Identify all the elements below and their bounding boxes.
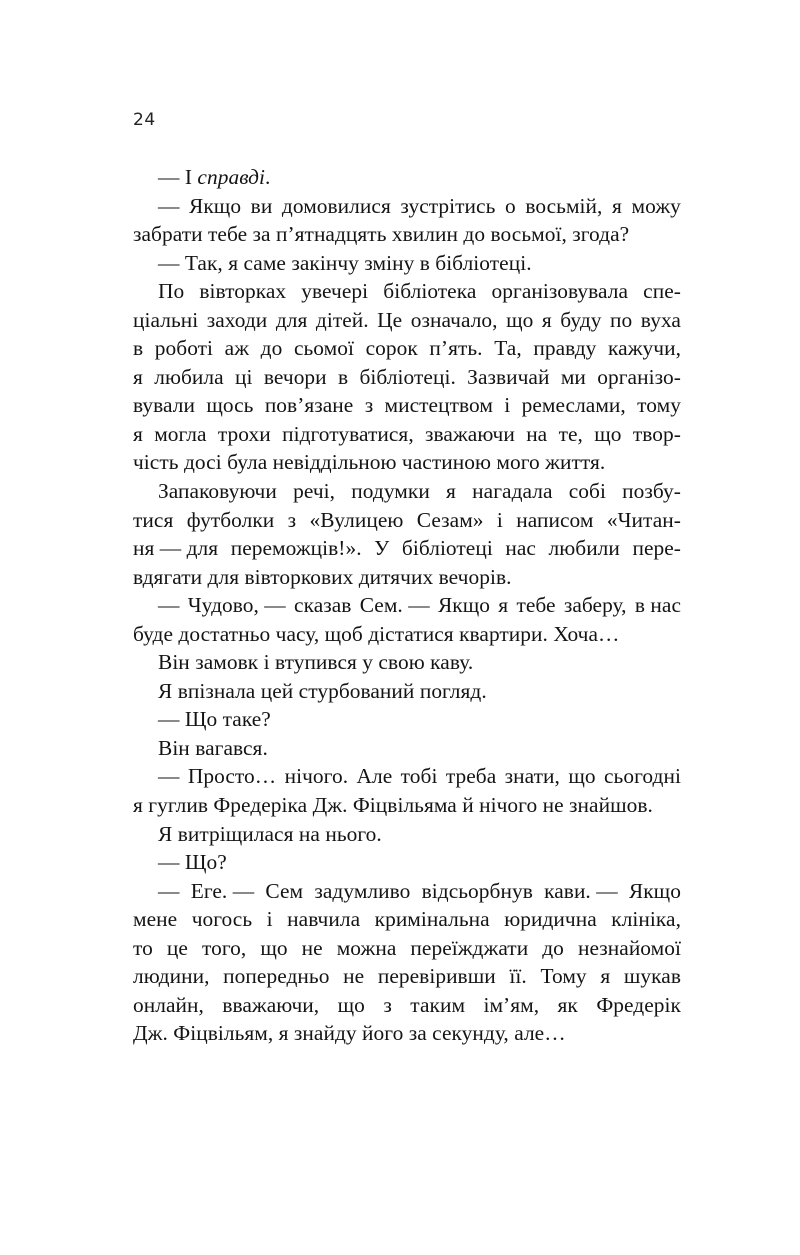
paragraph-line: в роботі аж до сьомої сорок п’ять. Та, правду кажучи, <box>133 336 681 361</box>
paragraph-line: — Що? <box>158 850 227 875</box>
paragraph-line: вдягати для вівторкових дитячих вечорів. <box>133 564 512 589</box>
paragraph-line: Він замовк і втупився у свою каву. <box>158 650 474 675</box>
paragraph-line: я любила ці вечори в бібліотеці. Зазвичай ми організо- <box>133 364 681 389</box>
paragraph-line: буде достатньо часу, щоб дістатися квартири. Хоча… <box>133 621 620 646</box>
paragraph-line: Дж. Фіцвільям, я знайду його за секунду, але… <box>133 1021 566 1046</box>
paragraph-line: онлайн, вважаючи, що з таким ім’ям, як Фредерік <box>133 992 681 1017</box>
paragraph-line: забрати тебе за п’ятнадцять хвилин до восьмої, згода? <box>133 222 630 247</box>
paragraph-line: — Еге. — Сем задумливо відсьорбнув кави. — Якщо <box>158 878 681 903</box>
paragraph-line: мене чогось і навчила кримінальна юридична клініка, <box>133 907 681 932</box>
paragraph-line: вували щось пов’язане з мистецтвом і ремеслами, тому <box>133 393 681 418</box>
body-text <box>133 163 681 1048</box>
paragraph-line: чість досі була невіддільною частиною мого життя. <box>133 450 606 475</box>
paragraph-line: то це того, що не можна переїжджати до незнайомої <box>133 935 681 960</box>
paragraph-line: Я витріщилася на нього. <box>158 821 382 846</box>
paragraph-line: — Чудово, — сказав Сем. — Якщо я тебе заберу, в нас <box>158 593 681 618</box>
paragraph-line: По вівторках увечері бібліотека організовувала спе- <box>158 279 681 304</box>
paragraph-line: Я впізнала цей стурбований погляд. <box>158 678 487 703</box>
italic-text: справді <box>197 165 265 189</box>
paragraph-line: ня — для переможців!». У бібліотеці нас любили пере- <box>133 536 681 561</box>
page-number: 24 <box>133 110 156 130</box>
paragraph-line: я гуглив Фредеріка Дж. Фіцвільяма й нічого не знайшов. <box>133 793 653 818</box>
paragraph-line: — Так, я саме закінчу зміну в бібліотеці. <box>158 250 532 275</box>
paragraph-line: ціальні заходи для дітей. Це означало, що я буду по вуха <box>133 307 681 332</box>
paragraph-line: — Що таке? <box>158 707 271 732</box>
paragraph-line: людини, попередньо не перевіривши її. Тому я шукав <box>133 964 681 989</box>
paragraph-line: — Просто… нічого. Але тобі треба знати, що сьогодні <box>158 764 681 789</box>
paragraph-line: я могла трохи підготуватися, зважаючи на те, що твор- <box>133 421 681 446</box>
paragraph-line: Запаковуючи речі, подумки я нагадала собі позбу- <box>158 479 681 504</box>
paragraph-line: — І справді. <box>158 165 271 189</box>
paragraph-line: — Якщо ви домовилися зустрітись о восьмій, я можу <box>158 193 681 218</box>
paragraph-line: тися футболки з «Вулицею Сезам» і написом «Читан- <box>133 507 681 532</box>
paragraph-line: Він вагався. <box>158 735 268 760</box>
